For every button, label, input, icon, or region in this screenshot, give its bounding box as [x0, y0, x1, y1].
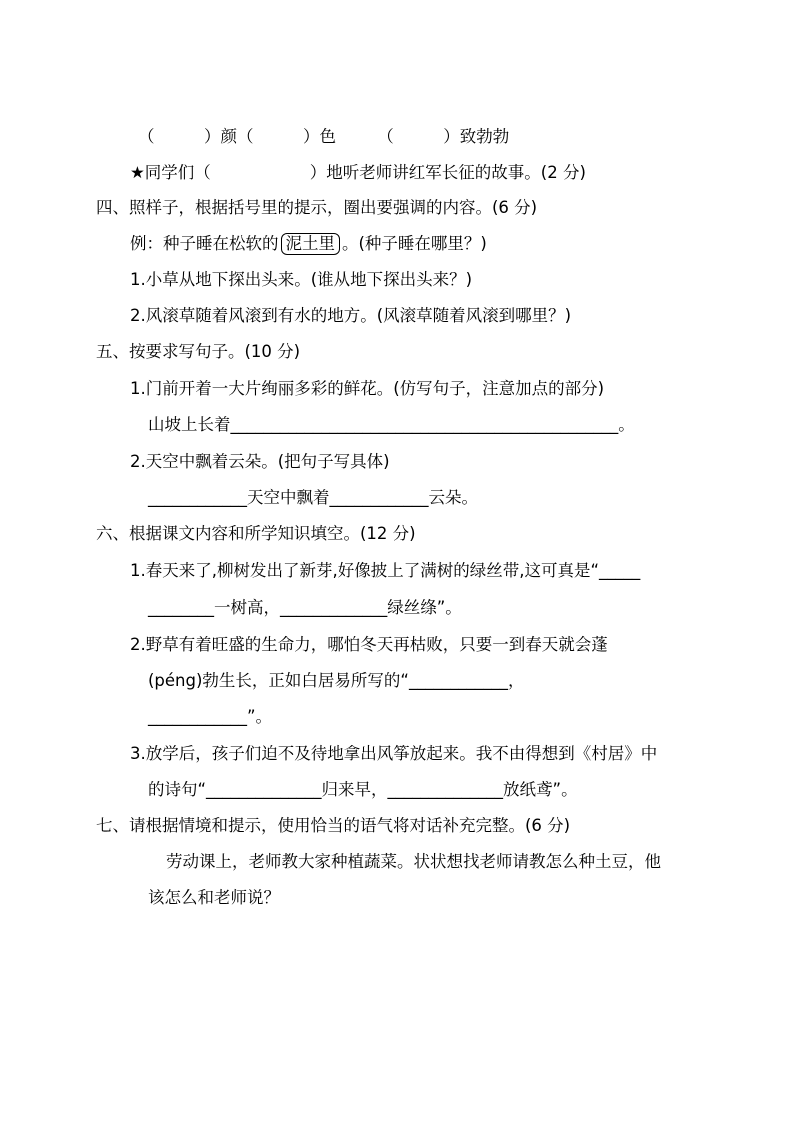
item-5-2: 2.天空中飘着云朵。(把句子写具体): [130, 452, 390, 471]
fill-blank-idioms: （ ）颜（ ）色 （ ）致勃勃: [138, 127, 510, 146]
section-five-title: 五、按要求写句子。(10 分): [96, 342, 301, 361]
item-6-2-end: ____________”。: [148, 707, 273, 726]
item-6-3-cont: 的诗句“______________归来早，______________放纸鸢”。: [148, 780, 578, 799]
item-5-1-answer: 山坡上长着_______________________________________________。: [148, 415, 635, 434]
fill-blank-adverb: ★同学们（ ）地听老师讲红军长征的故事。(2 分): [130, 163, 586, 182]
item-6-3: 3.放学后，孩子们迫不及待地拿出风筝放起来。我不由得想到《村居》中: [130, 744, 658, 763]
item-6-1-cont: ________一树高，_____________绿丝绦”。: [148, 598, 462, 617]
circled-word: 泥土里: [281, 233, 341, 255]
item-7-scenario-cont: 该怎么和老师说？: [148, 888, 280, 907]
example-sentence: [130, 233, 487, 255]
example-question: 。(种子睡在哪里？): [342, 234, 487, 253]
item-6-2: 2.野草有着旺盛的生命力，哪怕冬天再枯败，只要一到春天就会蓬: [130, 635, 608, 654]
example-text: 例：种子睡在松软的: [130, 234, 279, 253]
item-4-2: 2.风滚草随着风滚到有水的地方。(风滚草随着风滚到哪里？): [130, 306, 572, 325]
section-four-title: 四、照样子，根据括号里的提示，圈出要强调的内容。(6 分): [96, 198, 538, 217]
item-6-1: 1.春天来了,柳树发出了新芽,好像披上了满树的绿丝带,这可真是“_____: [130, 561, 641, 580]
section-six-title: 六、根据课文内容和所学知识填空。(12 分): [96, 524, 416, 543]
item-4-1: 1.小草从地下探出头来。(谁从地下探出头来？): [130, 270, 473, 289]
item-6-2-cont: (péng)勃生长，正如白居易所写的“____________，: [148, 671, 525, 690]
item-5-1: 1.门前开着一大片绚丽多彩的鲜花。(仿写句子，注意加点的部分): [130, 379, 605, 398]
item-5-2-answer: ____________天空中飘着____________云朵。: [148, 488, 478, 507]
item-7-scenario: 劳动课上，老师教大家种植蔬菜。状状想找老师请教怎么种土豆，他: [166, 852, 661, 871]
section-seven-title: 七、请根据情境和提示，使用恰当的语气将对话补充完整。(6 分): [96, 816, 571, 835]
